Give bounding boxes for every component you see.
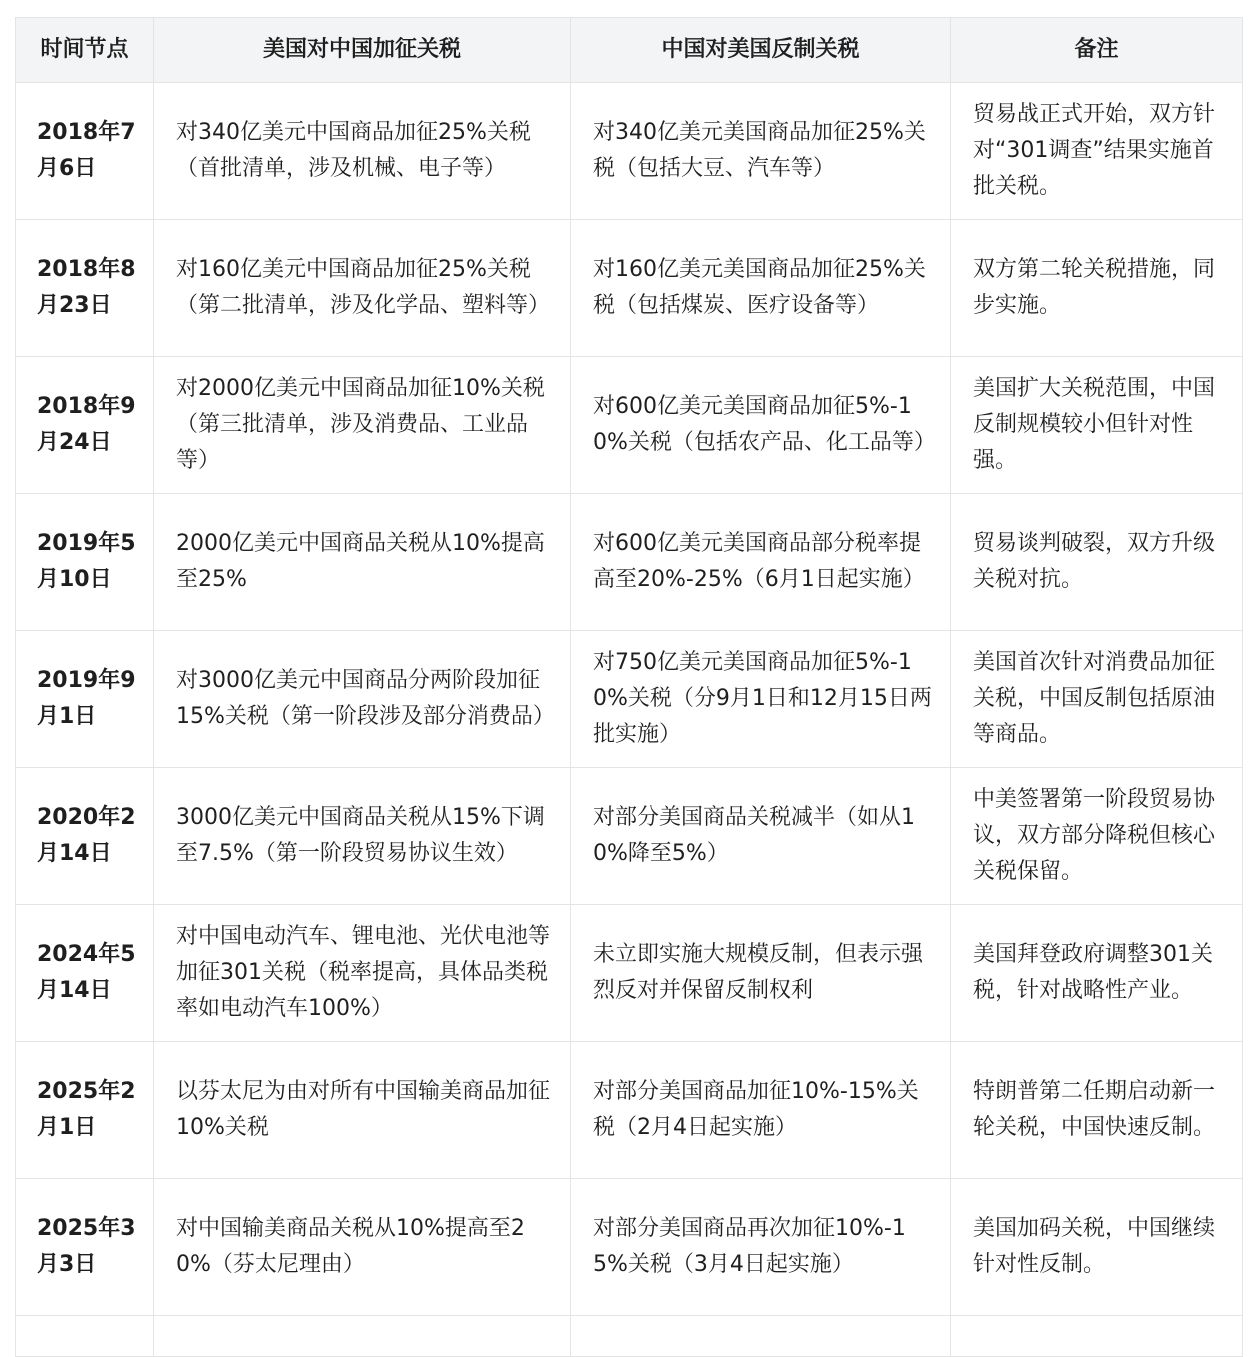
row-note: 美国首次针对消费品加征关税，中国反制包括原油等商品。 <box>951 631 1243 768</box>
table-row <box>16 220 1243 357</box>
row-note: 美国扩大关税范围，中国反制规模较小但针对性强。 <box>951 357 1243 494</box>
row-date: 2025年2月1日 <box>16 1042 154 1179</box>
row-date: 2024年5月14日 <box>16 905 154 1042</box>
header-cn-countermeasures: 中国对美国反制关税 <box>571 18 951 83</box>
row-cn-countermeasure: 对部分美国商品加征10%-15%关税（2月4日起实施） <box>571 1042 951 1179</box>
row-note: 双方第二轮关税措施，同步实施。 <box>951 220 1243 357</box>
row-note: 中美签署第一阶段贸易协议，双方部分降税但核心关税保留。 <box>951 768 1243 905</box>
row-us-tariff: 对340亿美元中国商品加征25%关税（首批清单，涉及机械、电子等） <box>154 83 571 220</box>
row-date-cut <box>16 1316 154 1357</box>
row-us-tariff: 对160亿美元中国商品加征25%关税（第二批清单，涉及化学品、塑料等） <box>154 220 571 357</box>
row-note: 美国加码关税，中国继续针对性反制。 <box>951 1179 1243 1316</box>
table-row <box>16 357 1243 494</box>
row-date: 2019年5月10日 <box>16 494 154 631</box>
row-us-tariff: 对中国电动汽车、锂电池、光伏电池等加征301关税（税率提高，具体品类税率如电动汽车100%） <box>154 905 571 1042</box>
row-cn-countermeasure: 对750亿美元美国商品加征5%-10%关税（分9月1日和12月15日两批实施） <box>571 631 951 768</box>
header-us-tariffs: 美国对中国加征关税 <box>154 18 571 83</box>
tariff-timeline-table <box>15 17 1243 1357</box>
table-row <box>16 1179 1243 1316</box>
row-note: 贸易谈判破裂，双方升级关税对抗。 <box>951 494 1243 631</box>
row-date: 2025年3月3日 <box>16 1179 154 1316</box>
table-row <box>16 768 1243 905</box>
row-cn-countermeasure: 对600亿美元美国商品加征5%-10%关税（包括农产品、化工品等） <box>571 357 951 494</box>
row-note: 特朗普第二任期启动新一轮关税，中国快速反制。 <box>951 1042 1243 1179</box>
row-us-tariff: 对3000亿美元中国商品分两阶段加征15%关税（第一阶段涉及部分消费品） <box>154 631 571 768</box>
row-us-tariff: 3000亿美元中国商品关税从15%下调至7.5%（第一阶段贸易协议生效） <box>154 768 571 905</box>
row-date: 2020年2月14日 <box>16 768 154 905</box>
row-us-tariff: 对2000亿美元中国商品加征10%关税（第三批清单，涉及消费品、工业品等） <box>154 357 571 494</box>
row-date: 2018年9月24日 <box>16 357 154 494</box>
table-row <box>16 631 1243 768</box>
row-cn-countermeasure: 对340亿美元美国商品加征25%关税（包括大豆、汽车等） <box>571 83 951 220</box>
row-cn-countermeasure: 对600亿美元美国商品部分税率提高至20%-25%（6月1日起实施） <box>571 494 951 631</box>
table-row <box>16 494 1243 631</box>
row-cn-countermeasure-cut <box>571 1316 951 1357</box>
row-note: 贸易战正式开始，双方针对“301调查”结果实施首批关税。 <box>951 83 1243 220</box>
row-cn-countermeasure: 未立即实施大规模反制，但表示强烈反对并保留反制权利 <box>571 905 951 1042</box>
row-us-tariff: 以芬太尼为由对所有中国输美商品加征10%关税 <box>154 1042 571 1179</box>
row-note: 美国拜登政府调整301关税，针对战略性产业。 <box>951 905 1243 1042</box>
row-cn-countermeasure: 对部分美国商品再次加征10%-15%关税（3月4日起实施） <box>571 1179 951 1316</box>
table-header-row <box>16 18 1243 83</box>
row-date: 2019年9月1日 <box>16 631 154 768</box>
row-note-cut <box>951 1316 1243 1357</box>
row-date: 2018年8月23日 <box>16 220 154 357</box>
row-us-tariff-cut <box>154 1316 571 1357</box>
row-date: 2018年7月6日 <box>16 83 154 220</box>
row-cn-countermeasure: 对160亿美元美国商品加征25%关税（包括煤炭、医疗设备等） <box>571 220 951 357</box>
table-row <box>16 83 1243 220</box>
tariff-timeline-table-container <box>15 17 1242 1357</box>
row-us-tariff: 2000亿美元中国商品关税从10%提高至25% <box>154 494 571 631</box>
header-notes: 备注 <box>951 18 1243 83</box>
table-row <box>16 1042 1243 1179</box>
table-row <box>16 905 1243 1042</box>
row-us-tariff: 对中国输美商品关税从10%提高至20%（芬太尼理由） <box>154 1179 571 1316</box>
table-row-cut-off <box>16 1316 1243 1357</box>
header-date: 时间节点 <box>16 18 154 83</box>
row-cn-countermeasure: 对部分美国商品关税减半（如从10%降至5%） <box>571 768 951 905</box>
